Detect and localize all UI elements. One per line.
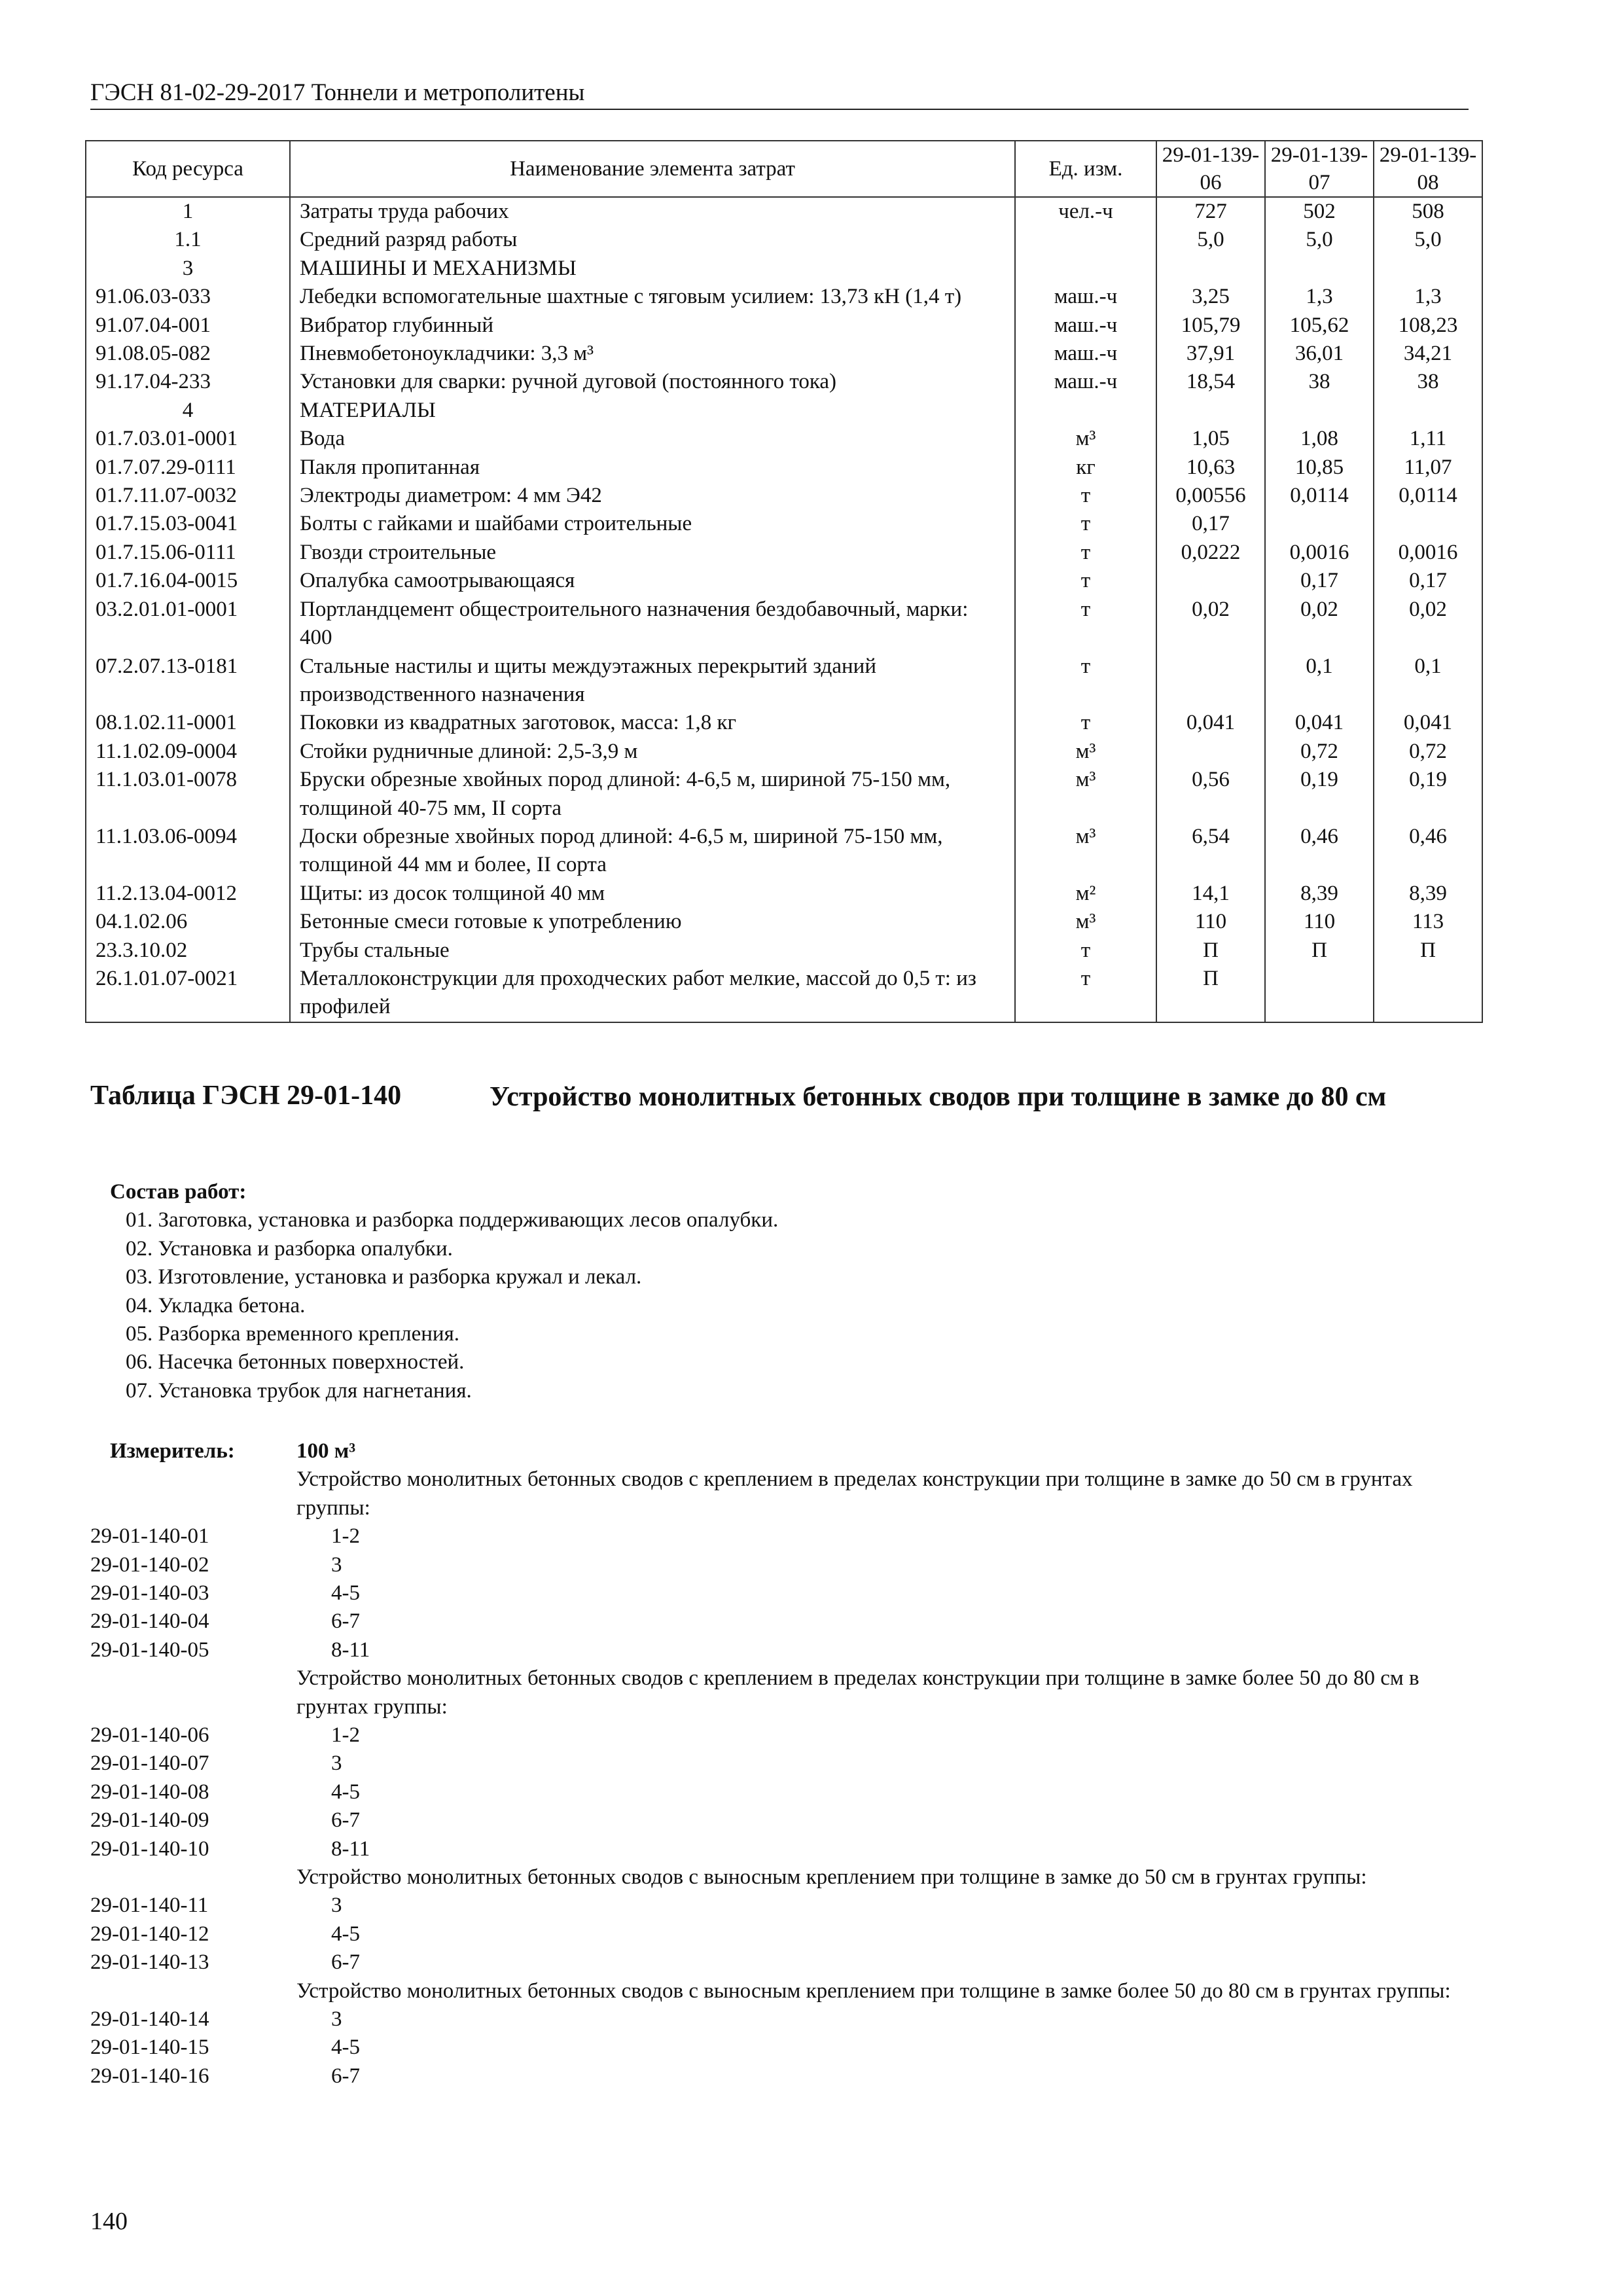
table-row xyxy=(86,766,1482,823)
value-c3: 0,0114 xyxy=(1374,482,1482,510)
soil-group: 8-11 xyxy=(331,1638,370,1662)
value-c3: 0,02 xyxy=(1374,596,1482,653)
value-c3 xyxy=(1374,397,1482,425)
value-c2: 0,02 xyxy=(1265,596,1374,653)
resource-name: Вода xyxy=(290,425,1015,453)
work-item: 07. Установка трубок для нагнетания. xyxy=(126,1378,472,1403)
resource-unit: чел.-ч xyxy=(1015,197,1156,226)
norm-row xyxy=(90,1522,1478,1551)
value-c3 xyxy=(1374,510,1482,538)
value-c3: 508 xyxy=(1374,197,1482,226)
soil-group: 6-7 xyxy=(331,2064,360,2088)
value-c1: П xyxy=(1156,937,1265,965)
table-row xyxy=(86,965,1482,1022)
resource-name: Гвозди строительные xyxy=(290,539,1015,567)
value-c2: 38 xyxy=(1265,368,1374,396)
norm-row xyxy=(90,1721,1478,1749)
value-c1: 6,54 xyxy=(1156,823,1265,880)
table-row xyxy=(86,738,1482,766)
resource-name: Стальные настилы и щиты междуэтажных перекрытий зданий производственного назначения xyxy=(290,653,1015,709)
table-row xyxy=(86,368,1482,396)
value-c3: 11,07 xyxy=(1374,454,1482,482)
value-c3: 1,3 xyxy=(1374,283,1482,311)
resource-code: 11.1.03.01-0078 xyxy=(86,766,290,823)
soil-group: 6-7 xyxy=(331,1950,360,1975)
running-header: ГЭСН 81-02-29-2017 Тоннели и метрополитены xyxy=(90,77,1469,110)
work-list xyxy=(110,1206,778,1405)
value-c1: П xyxy=(1156,965,1265,1022)
value-c3: 0,1 xyxy=(1374,653,1482,709)
norm-row xyxy=(90,2005,1478,2034)
norm-row xyxy=(90,1835,1478,1863)
table-row xyxy=(86,653,1482,709)
value-c3: 0,72 xyxy=(1374,738,1482,766)
soil-group: 4-5 xyxy=(331,2036,360,2060)
value-c2: 1,3 xyxy=(1265,283,1374,311)
resource-name: Стойки рудничные длиной: 2,5-3,9 м xyxy=(290,738,1015,766)
value-c2 xyxy=(1265,255,1374,283)
value-c3 xyxy=(1374,255,1482,283)
table-body xyxy=(86,197,1482,1022)
resource-unit: маш.-ч xyxy=(1015,368,1156,396)
resource-code: 23.3.10.02 xyxy=(86,937,290,965)
value-c3: 0,041 xyxy=(1374,709,1482,737)
resource-name: Опалубка самоотрывающаяся xyxy=(290,567,1015,595)
value-c2: 110 xyxy=(1265,908,1374,936)
norm-code: 29-01-140-13 xyxy=(90,1950,209,1975)
col-header-code: Код ресурса xyxy=(86,141,290,197)
value-c2: 0,0114 xyxy=(1265,482,1374,510)
col-header-unit: Ед. изм. xyxy=(1015,141,1156,197)
resource-name: Доски обрезные хвойных пород длиной: 4-6,5 м, шириной 75-150 мм, толщиной 44 мм и более, II сорта xyxy=(290,823,1015,880)
value-c2: 0,1 xyxy=(1265,653,1374,709)
resource-unit: т xyxy=(1015,965,1156,1022)
value-c3: 0,19 xyxy=(1374,766,1482,823)
resource-unit: м³ xyxy=(1015,425,1156,453)
norm-row xyxy=(90,1551,1478,1579)
measure-header xyxy=(90,1437,1478,1465)
resource-code: 91.17.04-233 xyxy=(86,368,290,396)
resource-name: Болты с гайками и шайбами строительные xyxy=(290,510,1015,538)
resource-name: Металлоконструкции для проходческих работ мелкие, массой до 0,5 т: из профилей xyxy=(290,965,1015,1022)
norm-code: 29-01-140-06 xyxy=(90,1723,209,1747)
resource-name: Бетонные смеси готовые к употреблению xyxy=(290,908,1015,936)
resource-name: Бруски обрезные хвойных пород длиной: 4-6,5 м, шириной 75-150 мм, толщиной 40-75 мм, II сорта xyxy=(290,766,1015,823)
work-item: 05. Разборка временного крепления. xyxy=(126,1322,460,1346)
table-row xyxy=(86,510,1482,538)
soil-group: 4-5 xyxy=(331,1922,360,1946)
table-row xyxy=(86,340,1482,368)
value-c3: 0,0016 xyxy=(1374,539,1482,567)
norm-code: 29-01-140-16 xyxy=(90,2064,209,2088)
table-row xyxy=(86,823,1482,880)
value-c2: 5,0 xyxy=(1265,226,1374,254)
group-description: Устройство монолитных бетонных сводов с креплением в пределах конструкции при толщине в замке до 50 см в грунтах группы: xyxy=(296,1467,1413,1520)
work-heading: Состав работ: xyxy=(110,1180,247,1204)
value-c1 xyxy=(1156,567,1265,595)
norm-code: 29-01-140-11 xyxy=(90,1893,209,1918)
resource-name: Пакля пропитанная xyxy=(290,454,1015,482)
value-c1: 37,91 xyxy=(1156,340,1265,368)
resource-name: Лебедки вспомогательные шахтные с тяговым усилием: 13,73 кН (1,4 т) xyxy=(290,283,1015,311)
value-c3: 113 xyxy=(1374,908,1482,936)
resource-unit: т xyxy=(1015,482,1156,510)
table-label: Таблица ГЭСН 29-01-140 xyxy=(90,1081,402,1111)
value-c1: 0,17 xyxy=(1156,510,1265,538)
value-c3: 1,11 xyxy=(1374,425,1482,453)
value-c2: 36,01 xyxy=(1265,340,1374,368)
resource-unit: т xyxy=(1015,596,1156,653)
soil-group: 6-7 xyxy=(331,1609,360,1634)
norm-code: 29-01-140-09 xyxy=(90,1808,209,1833)
table-row xyxy=(86,539,1482,567)
resource-code: 1.1 xyxy=(86,226,290,254)
resource-code: 91.06.03-033 xyxy=(86,283,290,311)
col-header-c1: 29-01-139-06 xyxy=(1156,141,1265,197)
value-c3: 108,23 xyxy=(1374,312,1482,340)
table-row xyxy=(86,226,1482,254)
measure-block xyxy=(90,1437,1478,2090)
value-c1: 0,00556 xyxy=(1156,482,1265,510)
work-item: 04. Укладка бетона. xyxy=(126,1293,306,1318)
resource-code: 07.2.07.13-0181 xyxy=(86,653,290,709)
resource-code: 91.08.05-082 xyxy=(86,340,290,368)
resource-name: Электроды диаметром: 4 мм Э42 xyxy=(290,482,1015,510)
resource-unit: м³ xyxy=(1015,908,1156,936)
col-header-c2: 29-01-139-07 xyxy=(1265,141,1374,197)
resource-unit: м³ xyxy=(1015,766,1156,823)
resource-code: 04.1.02.06 xyxy=(86,908,290,936)
resource-unit: кг xyxy=(1015,454,1156,482)
resource-name: Поковки из квадратных заготовок, масса: 1,8 кг xyxy=(290,709,1015,737)
value-c2: 0,0016 xyxy=(1265,539,1374,567)
soil-group: 3 xyxy=(331,2007,342,2031)
value-c1: 18,54 xyxy=(1156,368,1265,396)
soil-group: 4-5 xyxy=(331,1780,360,1804)
soil-group: 3 xyxy=(331,1751,342,1776)
work-item: 02. Установка и разборка опалубки. xyxy=(126,1236,453,1261)
resource-unit xyxy=(1015,255,1156,283)
value-c3: 5,0 xyxy=(1374,226,1482,254)
norm-row xyxy=(90,2062,1478,2090)
work-item: 06. Насечка бетонных поверхностей. xyxy=(126,1350,465,1374)
value-c1: 14,1 xyxy=(1156,880,1265,908)
resource-name: Средний разряд работы xyxy=(290,226,1015,254)
resource-unit: маш.-ч xyxy=(1015,340,1156,368)
norm-code: 29-01-140-12 xyxy=(90,1922,209,1946)
table-row xyxy=(86,397,1482,425)
norm-code: 29-01-140-01 xyxy=(90,1524,209,1549)
group-description: Устройство монолитных бетонных сводов с выносным креплением при толщине в замке до 50 см в грунтах группы: xyxy=(296,1865,1367,1889)
table-row xyxy=(86,255,1482,283)
value-c1 xyxy=(1156,738,1265,766)
soil-group: 1-2 xyxy=(331,1723,360,1747)
resource-code: 4 xyxy=(86,397,290,425)
value-c3: 0,46 xyxy=(1374,823,1482,880)
soil-group: 3 xyxy=(331,1893,342,1918)
value-c2: 105,62 xyxy=(1265,312,1374,340)
norm-code: 29-01-140-15 xyxy=(90,2036,209,2060)
table-row xyxy=(86,482,1482,510)
value-c1: 110 xyxy=(1156,908,1265,936)
resource-code: 11.1.03.06-0094 xyxy=(86,823,290,880)
work-item: 01. Заготовка, установка и разборка поддерживающих лесов опалубки. xyxy=(126,1208,779,1232)
soil-group: 8-11 xyxy=(331,1837,370,1861)
value-c3: 0,17 xyxy=(1374,567,1482,595)
work-composition xyxy=(110,1178,778,1405)
resource-code: 01.7.07.29-0111 xyxy=(86,454,290,482)
value-c3: П xyxy=(1374,937,1482,965)
resource-name: Щиты: из досок толщиной 40 мм xyxy=(290,880,1015,908)
col-header-c3: 29-01-139-08 xyxy=(1374,141,1482,197)
norm-row xyxy=(90,1920,1478,1948)
resource-code: 11.1.02.09-0004 xyxy=(86,738,290,766)
resource-name: Трубы стальные xyxy=(290,937,1015,965)
value-c2: 0,041 xyxy=(1265,709,1374,737)
value-c2 xyxy=(1265,397,1374,425)
resource-code: 03.2.01.01-0001 xyxy=(86,596,290,653)
table-row xyxy=(86,908,1482,936)
resource-unit: т xyxy=(1015,937,1156,965)
table-title: Устройство монолитных бетонных сводов при толщине в замке до 80 см xyxy=(490,1082,1387,1112)
norm-code: 29-01-140-03 xyxy=(90,1581,209,1605)
value-c2: 0,72 xyxy=(1265,738,1374,766)
value-c3: 34,21 xyxy=(1374,340,1482,368)
value-c1: 0,0222 xyxy=(1156,539,1265,567)
soil-group: 1-2 xyxy=(331,1524,360,1549)
value-c3 xyxy=(1374,965,1482,1022)
norm-row xyxy=(90,1607,1478,1636)
measure-label: Измеритель: xyxy=(110,1439,235,1463)
value-c1: 727 xyxy=(1156,197,1265,226)
value-c2: 0,46 xyxy=(1265,823,1374,880)
resource-name: Пневмобетоноукладчики: 3,3 м³ xyxy=(290,340,1015,368)
value-c1: 10,63 xyxy=(1156,454,1265,482)
norm-row xyxy=(90,1636,1478,1664)
norm-row xyxy=(90,1806,1478,1835)
col-header-name: Наименование элемента затрат xyxy=(290,141,1015,197)
soil-group: 3 xyxy=(331,1552,342,1577)
resource-unit: м² xyxy=(1015,880,1156,908)
resource-code: 01.7.15.03-0041 xyxy=(86,510,290,538)
resource-name: Вибратор глубинный xyxy=(290,312,1015,340)
resource-unit: т xyxy=(1015,653,1156,709)
value-c1: 0,02 xyxy=(1156,596,1265,653)
norm-code: 29-01-140-07 xyxy=(90,1751,209,1776)
value-c2: 0,17 xyxy=(1265,567,1374,595)
norm-row xyxy=(90,1778,1478,1806)
table-row xyxy=(86,283,1482,311)
resource-code: 01.7.03.01-0001 xyxy=(86,425,290,453)
resource-unit: маш.-ч xyxy=(1015,312,1156,340)
value-c1: 3,25 xyxy=(1156,283,1265,311)
soil-group: 4-5 xyxy=(331,1581,360,1605)
norm-code: 29-01-140-02 xyxy=(90,1552,209,1577)
table-row xyxy=(86,197,1482,226)
table-row xyxy=(86,880,1482,908)
table-row xyxy=(86,312,1482,340)
resource-unit: м³ xyxy=(1015,738,1156,766)
value-c1: 105,79 xyxy=(1156,312,1265,340)
value-c1: 0,56 xyxy=(1156,766,1265,823)
norm-code: 29-01-140-08 xyxy=(90,1780,209,1804)
table-row xyxy=(86,937,1482,965)
norm-row xyxy=(90,2034,1478,2062)
resource-code: 01.7.15.06-0111 xyxy=(86,539,290,567)
norm-row xyxy=(90,1749,1478,1778)
resource-unit xyxy=(1015,226,1156,254)
table-row xyxy=(86,425,1482,453)
value-c1: 5,0 xyxy=(1156,226,1265,254)
value-c1 xyxy=(1156,255,1265,283)
resource-name: МАШИНЫ И МЕХАНИЗМЫ xyxy=(290,255,1015,283)
value-c2: 0,19 xyxy=(1265,766,1374,823)
resource-code: 26.1.01.07-0021 xyxy=(86,965,290,1022)
value-c2 xyxy=(1265,510,1374,538)
value-c2: П xyxy=(1265,937,1374,965)
value-c1: 0,041 xyxy=(1156,709,1265,737)
norm-row xyxy=(90,1579,1478,1607)
resource-name: Установки для сварки: ручной дуговой (постоянного тока) xyxy=(290,368,1015,396)
measure-groups xyxy=(90,1465,1478,2090)
value-c2 xyxy=(1265,965,1374,1022)
group-description: Устройство монолитных бетонных сводов с креплением в пределах конструкции при толщине в замке более 50 до 80 см в грунтах группы: xyxy=(296,1666,1419,1719)
resource-code: 01.7.16.04-0015 xyxy=(86,567,290,595)
value-c2: 10,85 xyxy=(1265,454,1374,482)
resource-unit: т xyxy=(1015,709,1156,737)
table-row xyxy=(86,596,1482,653)
resource-unit xyxy=(1015,397,1156,425)
resource-unit: т xyxy=(1015,510,1156,538)
page-number: 140 xyxy=(90,2208,128,2235)
resource-code: 08.1.02.11-0001 xyxy=(86,709,290,737)
table-header-row xyxy=(86,141,1482,197)
resource-unit: м³ xyxy=(1015,823,1156,880)
resource-name: Портландцемент общестроительного назначения бездобавочный, марки: 400 xyxy=(290,596,1015,653)
value-c1 xyxy=(1156,653,1265,709)
resource-unit: маш.-ч xyxy=(1015,283,1156,311)
table-row xyxy=(86,454,1482,482)
resource-unit: т xyxy=(1015,539,1156,567)
value-c3: 38 xyxy=(1374,368,1482,396)
resource-code: 11.2.13.04-0012 xyxy=(86,880,290,908)
value-c3: 8,39 xyxy=(1374,880,1482,908)
value-c2: 8,39 xyxy=(1265,880,1374,908)
norm-code: 29-01-140-05 xyxy=(90,1638,209,1662)
group-description: Устройство монолитных бетонных сводов с выносным креплением при толщине в замке более 50 до 80 см в грунтах группы: xyxy=(296,1979,1451,2003)
norm-row xyxy=(90,1892,1478,1920)
table-row xyxy=(86,709,1482,737)
resource-code: 01.7.11.07-0032 xyxy=(86,482,290,510)
value-c1: 1,05 xyxy=(1156,425,1265,453)
value-c2: 502 xyxy=(1265,197,1374,226)
resource-code: 3 xyxy=(86,255,290,283)
resource-code: 1 xyxy=(86,197,290,226)
resource-name: МАТЕРИАЛЫ xyxy=(290,397,1015,425)
resource-unit: т xyxy=(1015,567,1156,595)
resource-name: Затраты труда рабочих xyxy=(290,197,1015,226)
norm-code: 29-01-140-04 xyxy=(90,1609,209,1634)
resource-code: 91.07.04-001 xyxy=(86,312,290,340)
work-item: 03. Изготовление, установка и разборка кружал и лекал. xyxy=(126,1265,642,1289)
value-c2: 1,08 xyxy=(1265,425,1374,453)
soil-group: 6-7 xyxy=(331,1808,360,1833)
norm-row xyxy=(90,1948,1478,1977)
value-c1 xyxy=(1156,397,1265,425)
resource-table xyxy=(85,140,1483,1023)
norm-code: 29-01-140-14 xyxy=(90,2007,209,2031)
measure-unit: 100 м³ xyxy=(296,1439,356,1463)
norm-code: 29-01-140-10 xyxy=(90,1837,209,1861)
table-row xyxy=(86,567,1482,595)
